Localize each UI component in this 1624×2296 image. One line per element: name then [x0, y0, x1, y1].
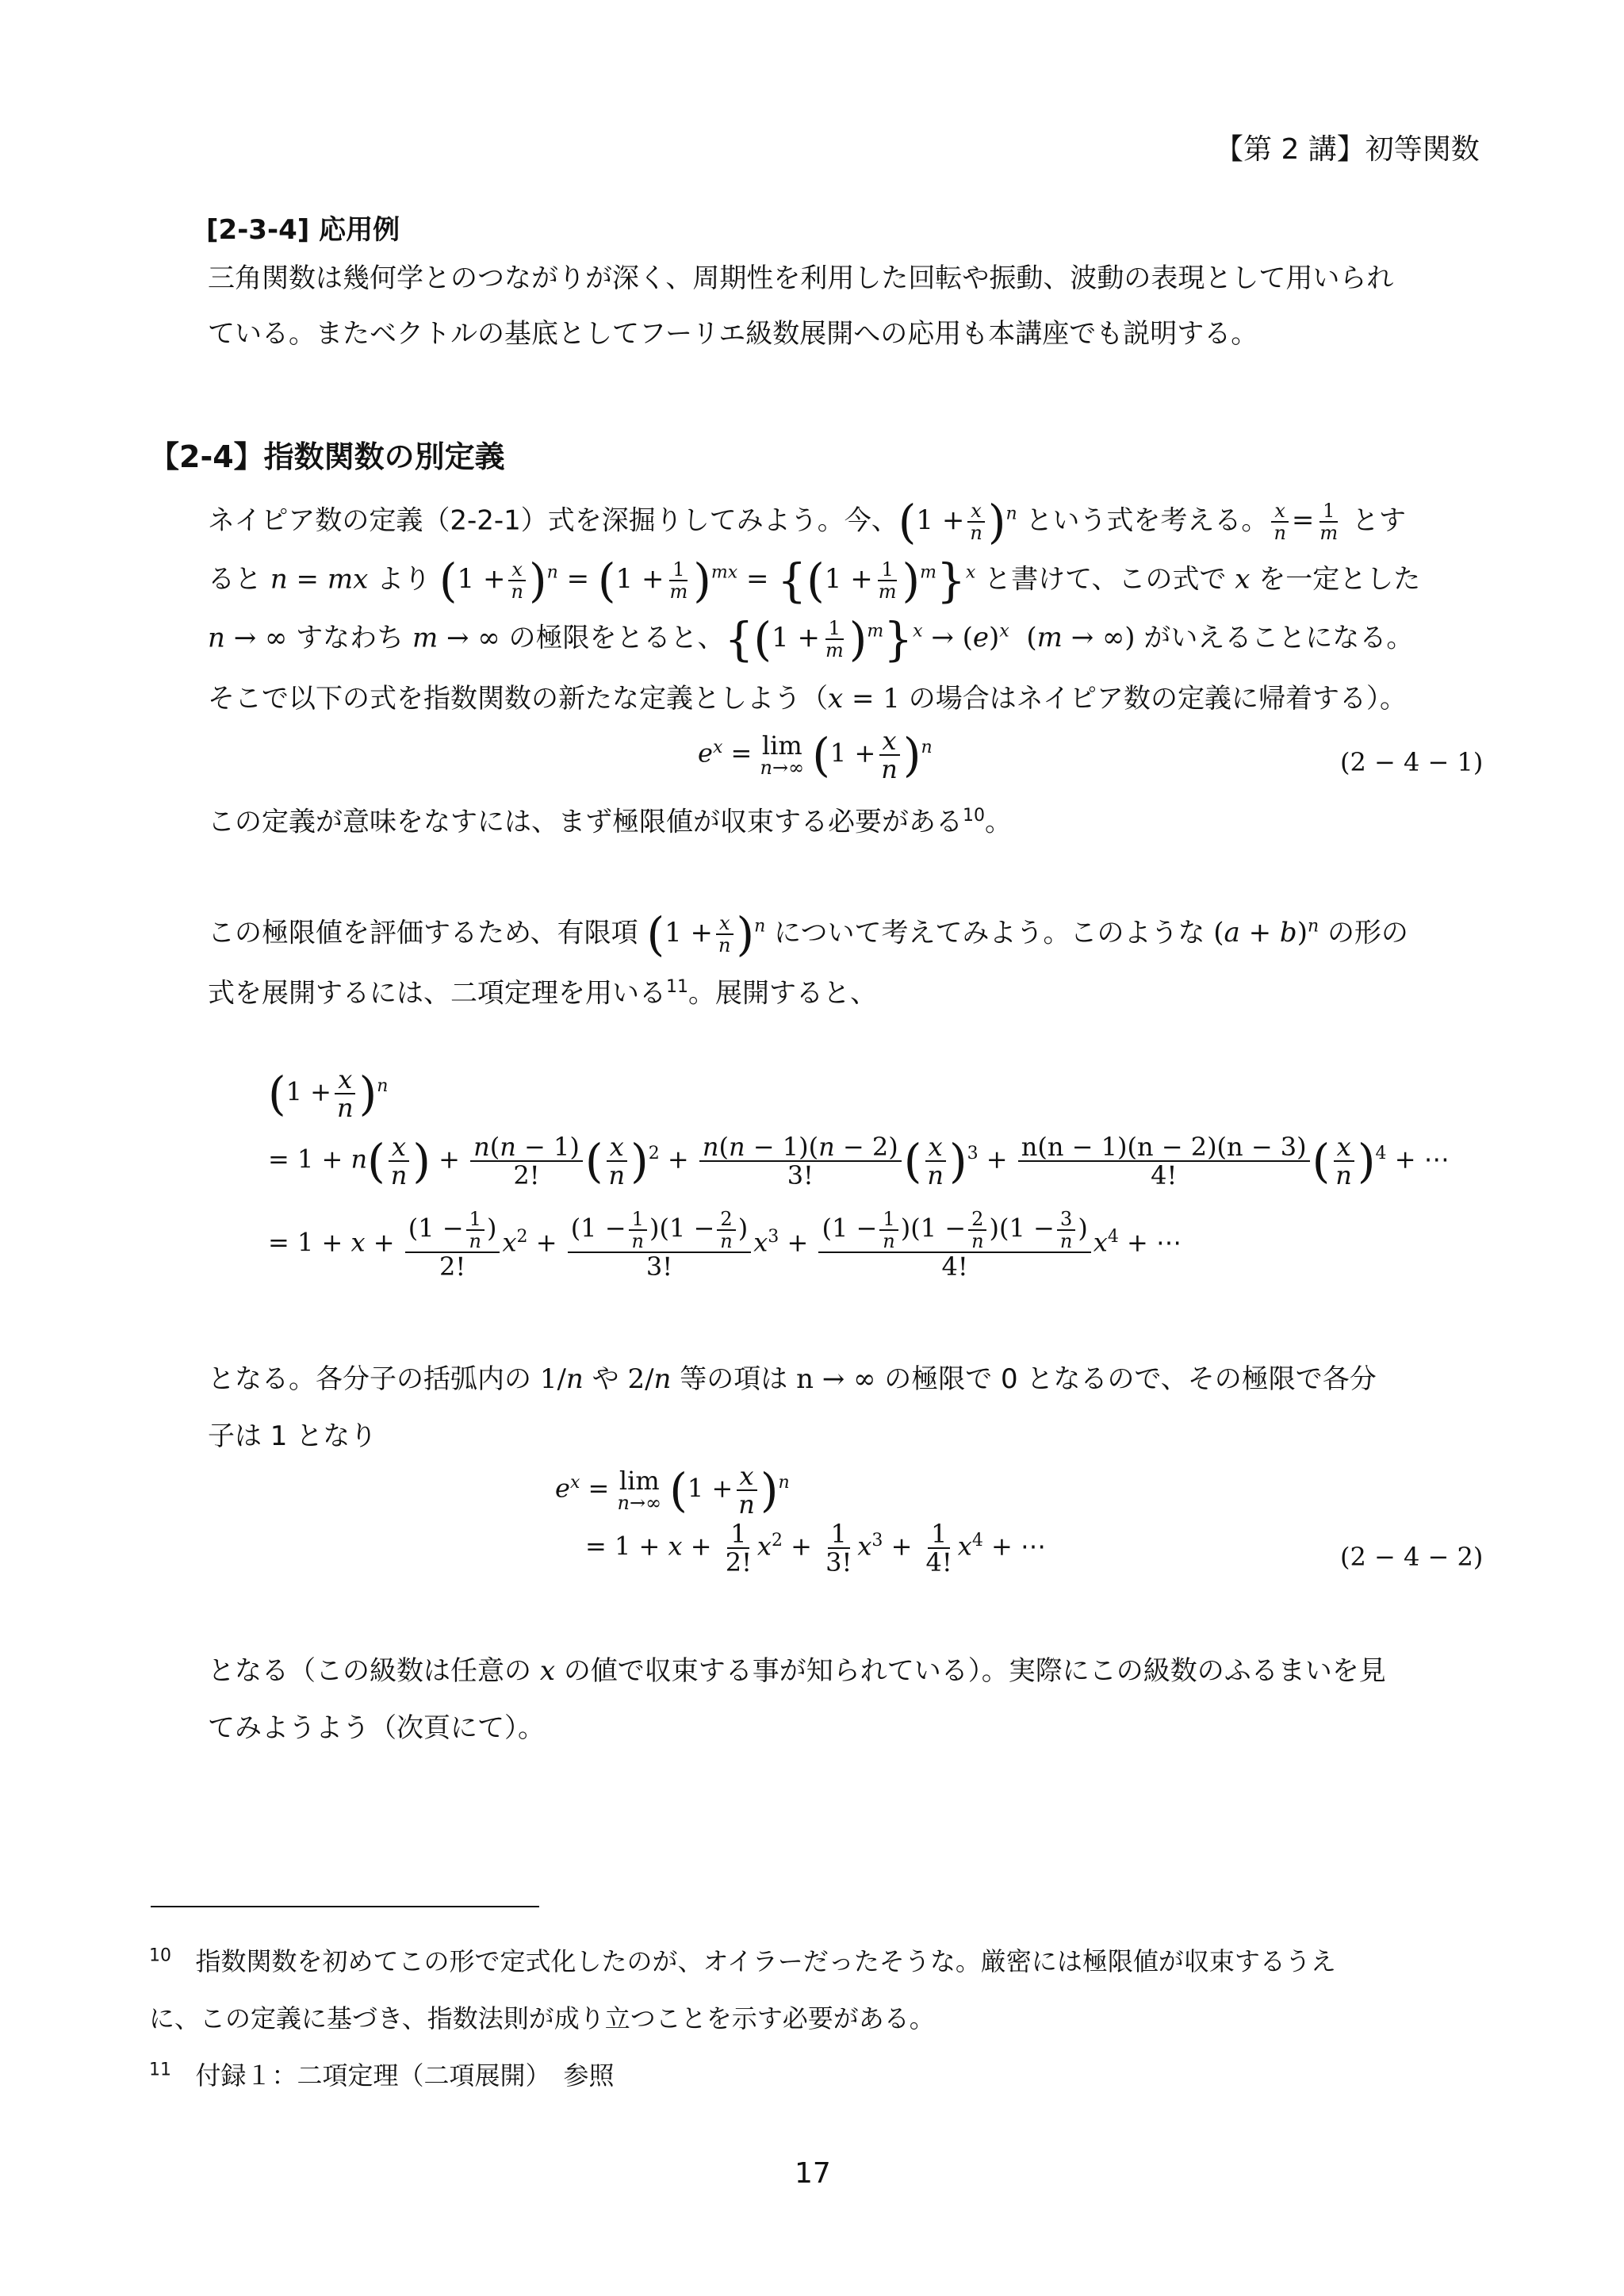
- text-segment: について考えてみよう。このような: [774, 917, 1205, 949]
- equation-number-2-4-1: (2 − 4 − 1): [1340, 747, 1484, 777]
- math-inline: x = 1: [828, 683, 900, 715]
- math-inline: n = mx: [270, 563, 369, 596]
- footnote-ref-11[interactable]: 11: [666, 977, 688, 997]
- paragraph-4-line-1: [208, 904, 1408, 962]
- subsection-heading: [2-3-4] 応用例: [206, 214, 400, 246]
- math-inline: n → ∞: [208, 622, 288, 654]
- footnote-text: 付録１：二項定理（二項展開） 参照: [195, 2060, 615, 2091]
- footnote-number: 10: [149, 1945, 171, 1966]
- paragraph-1-line-2: [208, 550, 1421, 608]
- paragraph-6-line-2: てみようよう（次頁にて）。: [208, 1712, 545, 1744]
- text-segment: ると: [208, 563, 262, 596]
- text-segment: この極限値を評価するため、有限項: [208, 917, 638, 949]
- paragraph-5-line-2: 子は 1 となり: [208, 1420, 377, 1452]
- chapter-header: 【第 2 講】初等関数: [1215, 133, 1480, 166]
- paragraph-2: [208, 676, 1407, 722]
- text-segment: 式を展開するには、二項定理を用いる: [208, 977, 666, 1010]
- paragraph-1-line-3: [208, 609, 1414, 667]
- text-segment: の場合はネイピア数の定義に帰着する）。: [908, 683, 1408, 715]
- text-segment: とす: [1351, 504, 1406, 537]
- text-segment: がいえることになる。: [1143, 622, 1414, 654]
- text-segment: や: [592, 1363, 619, 1395]
- math-inline: (1 + $\frac{x}{n}$ )$^n$: [898, 495, 1017, 550]
- math-inline: (1 + $\frac{x}{n}$ )$^n$: [646, 907, 766, 962]
- math-inline: 1/n: [539, 1363, 584, 1395]
- text-segment: と書けて、この式で: [984, 563, 1227, 596]
- paragraph-5-line-1: [208, 1356, 1377, 1402]
- text-segment: この定義が意味をなすには、まず極限値が収束する必要がある: [208, 806, 963, 838]
- footnote-divider: [151, 1906, 539, 1907]
- text-segment: となる（この級数は任意の: [208, 1655, 531, 1687]
- footnote-ref-10[interactable]: 10: [963, 806, 985, 826]
- paragraph-3: [208, 793, 1012, 845]
- paragraph-6-line-1: [208, 1648, 1386, 1694]
- equation-2-4-1: $e^x$ = lim n→∞ (1 + $\frac{x}{n}$ )$^n$: [698, 726, 933, 784]
- section-heading: 【2-4】指数関数の別定義: [149, 439, 505, 474]
- math-inline: {(1 + $\frac{1}{m}$ )$^m\}^x \to (e)^x$ (m → ∞): [724, 612, 1136, 667]
- text-segment: 等の項は: [680, 1363, 788, 1395]
- text-segment: すなわち: [296, 622, 404, 654]
- expansion-line-2: = 1 + n( $\frac{x}{n}$ ) + $\frac{n(n - 1)}{2!}$ ( $\frac{x}{n}$ )$^2$ + $\frac{n(n - 1)(n - 2)}{3!}$ ( $\frac{x}{n}$ )$^3$ + $\frac{n(n - 1)(n - 2)(n - 3)}{4!}$ ( $\frac{x}{n}$ )$^4$ + ⋯: [268, 1132, 1450, 1190]
- math-inline: x: [1235, 563, 1251, 596]
- text-segment: ネイピア数の定義（2-2-1）式を深掘りしてみよう。今、: [208, 504, 898, 537]
- page-number: 17: [795, 2157, 831, 2190]
- text-segment: そこで以下の式を指数関数の新たな定義としよう（: [208, 683, 828, 715]
- text-segment: を一定とした: [1258, 563, 1421, 596]
- paragraph-4-line-2: [208, 964, 877, 1016]
- footnote-number: 11: [149, 2060, 171, 2080]
- text-segment: より: [377, 563, 431, 596]
- text-segment: の値で収束する事が知られている）。実際にこの級数のふるまいを見: [563, 1655, 1386, 1687]
- subsection-line-2: ている。またベクトルの基底としてフーリエ級数展開への応用も本講座でも説明する。: [208, 318, 1258, 350]
- text-segment: となる。各分子の括弧内の: [208, 1363, 531, 1395]
- math-inline: x: [539, 1655, 555, 1687]
- paragraph-1-line-1: [208, 492, 1406, 550]
- math-inline: $\frac{x}{n}$ = $\frac{1}{m}$: [1268, 504, 1343, 536]
- footnote-10-line-1: [149, 1941, 1336, 1978]
- footnote-11: [149, 2056, 615, 2092]
- equation-2-4-2-line-2: = 1 + x + $\frac{1}{2!}$ $x^2$ + $\frac{1}{3!}$ $x^3$ + $\frac{1}{4!}$ $x^4$ + ⋯: [585, 1519, 1046, 1577]
- math-inline: n → ∞: [796, 1363, 876, 1395]
- footnote-text: 指数関数を初めてこの形で定式化したのが、オイラーだったそうな。厳密には極限値が収束するうえ: [195, 1946, 1336, 1976]
- text-segment: の極限で 0 となるので、その極限で各分: [884, 1363, 1377, 1395]
- text-segment: の形の: [1327, 917, 1408, 949]
- text-segment: という式を考える。: [1025, 504, 1269, 537]
- expansion-line-1: (1 + $\frac{x}{n}$ )$^n$: [268, 1064, 389, 1123]
- equation-2-4-2-line-1: $e^x$ = lim n→∞ (1 + $\frac{x}{n}$ )$^n$: [555, 1461, 790, 1520]
- math-inline: (1 + $\frac{x}{n}$ )$^n$ = (1 + $\frac{1}{m}$ )$^{mx}$ = {(1 + $\frac{1}{m}$ )$^m$}$^x$: [439, 554, 976, 608]
- text-segment: 。展開すると、: [688, 977, 877, 1010]
- math-inline: 2/n: [627, 1363, 672, 1395]
- subsection-line-1: 三角関数は幾何学とのつながりが深く、周期性を利用した回転や振動、波動の表現として用いられ: [208, 263, 1394, 294]
- expansion-line-3: = 1 + x + (1 − $\frac{1}{n}$ ) 2! $x^2$ + (1 − $\frac{1}{n}$ )(1 − $\frac{2}{n}$ ) 3! $x^3$ + (1 − $\frac{1}{n}$ )(1 − $\frac{2}{n}$ )(1 − $\frac{3}{n}$ ) 4! $x^4$ + ⋯: [268, 1208, 1182, 1282]
- math-inline: m → ∞: [412, 622, 500, 654]
- footnote-10-line-2: に、この定義に基づき、指数法則が成り立つことを示す必要がある。: [149, 2003, 935, 2033]
- text-segment: 。: [985, 806, 1012, 838]
- math-inline: $(a + b)^n$: [1213, 917, 1320, 949]
- text-segment: の極限をとると、: [508, 622, 725, 654]
- equation-number-2-4-2: (2 − 4 − 2): [1340, 1542, 1484, 1572]
